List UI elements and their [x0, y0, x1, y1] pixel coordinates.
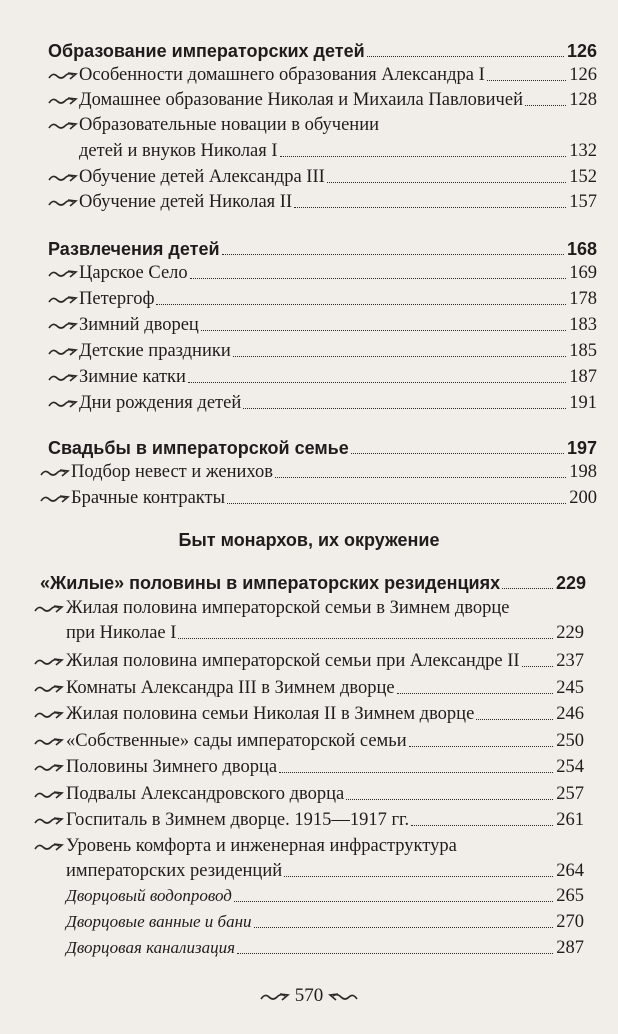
page-number: 178	[569, 289, 597, 309]
toc-heading[interactable]	[40, 572, 586, 594]
leader-dots	[294, 207, 566, 208]
leader-dots	[243, 408, 566, 409]
toc-entry[interactable]	[79, 64, 597, 86]
toc-entry-title: Жилая половина императорской семьи при Александре II	[66, 651, 520, 671]
toc-entry-title: детей и внуков Николая I	[79, 141, 278, 161]
toc-entry-line1[interactable]: Уровень комфорта и инженерная инфраструктура	[66, 836, 457, 856]
wave-ornament-icon	[48, 172, 78, 184]
toc-entry-title: Жилая половина семьи Николая II в Зимнем дворце	[66, 704, 475, 724]
toc-entry-title: Половины Зимнего дворца	[66, 757, 278, 777]
toc-heading[interactable]	[48, 40, 597, 62]
wave-ornament-icon	[48, 346, 78, 358]
toc-entry-line1[interactable]: Образовательные новации в обучении	[79, 115, 380, 135]
wave-ornament-icon	[34, 683, 64, 695]
leader-dots	[411, 825, 553, 826]
toc-entry[interactable]	[79, 288, 597, 310]
leader-dots	[284, 876, 553, 877]
toc-entry[interactable]	[66, 622, 584, 644]
toc-entry[interactable]	[79, 314, 597, 336]
page-number: 169	[569, 263, 597, 283]
toc-entry[interactable]	[79, 191, 597, 213]
toc-entry[interactable]	[79, 140, 597, 162]
wave-ornament-icon	[48, 95, 78, 107]
page-number: 237	[556, 651, 584, 671]
leader-dots	[409, 746, 554, 747]
toc-entry-title: Домашнее образование Николая и Михаила Павловичей	[79, 90, 523, 110]
leader-dots	[367, 56, 564, 57]
toc-entry[interactable]	[66, 650, 584, 672]
page-number: 270	[556, 912, 584, 932]
leader-dots	[234, 901, 553, 902]
toc-entry-title: Госпиталь в Зимнем дворце. 1915—1917 гг.	[66, 810, 410, 830]
page-number: 198	[569, 462, 597, 482]
toc-entry-title: Подбор невест и женихов	[71, 462, 273, 482]
wave-ornament-icon	[48, 294, 78, 306]
leader-dots	[487, 80, 567, 81]
toc-entry-title: Комнаты Александра III в Зимнем дворце	[66, 678, 395, 698]
leader-dots	[201, 330, 566, 331]
page-number: 128	[569, 90, 597, 110]
wave-ornament-icon	[48, 320, 78, 332]
wave-ornament-icon	[48, 197, 78, 209]
leader-dots	[254, 927, 554, 928]
leader-dots	[188, 382, 566, 383]
toc-entry[interactable]	[79, 262, 597, 284]
page-number: 132	[569, 141, 597, 161]
page-number: 183	[569, 315, 597, 335]
toc-entry[interactable]	[71, 461, 597, 483]
toc-entry-title: Детские праздники	[79, 341, 231, 361]
toc-entry-title: Обучение детей Николая II	[79, 192, 293, 212]
wave-ornament-icon	[48, 70, 78, 82]
toc-heading[interactable]	[48, 437, 597, 459]
page-number: 229	[555, 573, 586, 593]
toc-heading-title: Образование императорских детей	[48, 41, 365, 61]
leader-dots	[233, 356, 567, 357]
toc-entry[interactable]	[79, 166, 597, 188]
toc-entry-title: Брачные контракты	[71, 488, 226, 508]
leader-dots	[522, 666, 554, 667]
toc-entry[interactable]	[66, 677, 584, 699]
page-number: 250	[556, 731, 584, 751]
leader-dots	[178, 638, 553, 639]
wave-ornament-icon	[48, 268, 78, 280]
toc-entry[interactable]	[66, 809, 584, 831]
leader-dots	[502, 588, 553, 589]
page-number: 246	[556, 704, 584, 724]
page-number: 152	[569, 167, 597, 187]
page-number: 187	[569, 367, 597, 387]
wave-ornament-right-icon	[328, 991, 358, 1003]
page-number: 245	[556, 678, 584, 698]
toc-entry-title: при Николае I	[66, 623, 177, 643]
toc-entry-title: Петергоф	[79, 289, 155, 309]
toc-entry[interactable]	[79, 340, 597, 362]
page-number: 264	[556, 861, 584, 881]
leader-dots	[190, 278, 567, 279]
leader-dots	[397, 693, 554, 694]
toc-entry-line1[interactable]: Жилая половина императорской семьи в Зимнем дворце	[66, 598, 510, 618]
section-title: Быт монархов, их окружение	[178, 530, 440, 550]
toc-entry[interactable]	[66, 730, 584, 752]
toc-entry-title: Зимний дворец	[79, 315, 199, 335]
leader-dots	[275, 477, 566, 478]
leader-dots	[279, 772, 553, 773]
wave-ornament-icon	[34, 709, 64, 721]
toc-entry-title: Особенности домашнего образования Александра I	[79, 65, 485, 85]
toc-entry-title: «Собственные» сады императорской семьи	[66, 731, 407, 751]
toc-subentry-title: Дворцовая канализация	[66, 938, 236, 957]
toc-subentry-title: Дворцовые ванные и бани	[66, 912, 252, 931]
toc-entry-title: императорских резиденций	[66, 861, 283, 881]
wave-ornament-icon	[34, 736, 64, 748]
leader-dots	[525, 105, 566, 106]
page-number: 157	[569, 192, 597, 212]
leader-dots	[346, 799, 553, 800]
leader-dots	[280, 156, 567, 157]
toc-entry-title: Зимние катки	[79, 367, 186, 387]
toc-heading-title: Развлечения детей	[48, 239, 220, 259]
leader-dots	[156, 304, 566, 305]
page-number: 191	[569, 393, 597, 413]
page-number: 126	[566, 41, 597, 61]
page-number: 257	[556, 784, 584, 804]
toc-entry-title: Дни рождения детей	[79, 393, 242, 413]
footer-page-number: 570	[294, 985, 324, 1006]
wave-ornament-icon	[34, 656, 64, 668]
page-footer	[0, 985, 618, 1007]
toc-entry[interactable]	[79, 392, 597, 414]
toc-subentry[interactable]	[66, 911, 584, 933]
page-number: 229	[556, 623, 584, 643]
wave-ornament-icon	[48, 120, 78, 132]
toc-subentry[interactable]	[66, 937, 584, 959]
page-number: 200	[569, 488, 597, 508]
wave-ornament-left-icon	[260, 991, 290, 1003]
toc-subentry[interactable]	[66, 885, 584, 907]
wave-ornament-icon	[34, 762, 64, 774]
leader-dots	[327, 182, 566, 183]
page-number: 197	[566, 438, 597, 458]
toc-entry-title: Подвалы Александровского дворца	[66, 784, 345, 804]
toc-entry[interactable]	[66, 783, 584, 805]
toc-heading[interactable]	[48, 238, 597, 260]
toc-subentry-title: Дворцовый водопровод	[66, 886, 232, 905]
leader-dots	[227, 503, 566, 504]
wave-ornament-icon	[48, 372, 78, 384]
page-number: 185	[569, 341, 597, 361]
leader-dots	[237, 953, 553, 954]
wave-ornament-icon	[34, 789, 64, 801]
toc-entry[interactable]	[79, 89, 597, 111]
toc-entry-title: Царское Село	[79, 263, 188, 283]
wave-ornament-icon	[40, 493, 70, 505]
wave-ornament-icon	[34, 841, 64, 853]
leader-dots	[351, 453, 564, 454]
leader-dots	[222, 254, 564, 255]
page-number: 261	[556, 810, 584, 830]
wave-ornament-icon	[34, 603, 64, 615]
wave-ornament-icon	[34, 815, 64, 827]
page-number: 265	[556, 886, 584, 906]
toc-heading-title: «Жилые» половины в императорских резиденциях	[40, 573, 501, 593]
page-number: 126	[569, 65, 597, 85]
wave-ornament-icon	[40, 467, 70, 479]
page-number: 254	[556, 757, 584, 777]
page-number: 287	[556, 938, 584, 958]
toc-heading-title: Свадьбы в императорской семье	[48, 438, 349, 458]
page-number: 168	[566, 239, 597, 259]
toc-entry[interactable]	[66, 756, 584, 778]
toc-entry[interactable]	[66, 703, 584, 725]
leader-dots	[476, 719, 553, 720]
toc-entry[interactable]	[79, 366, 597, 388]
wave-ornament-icon	[48, 398, 78, 410]
toc-entry[interactable]	[71, 487, 597, 509]
toc-entry-title: Обучение детей Александра III	[79, 167, 325, 187]
toc-entry[interactable]	[66, 860, 584, 882]
